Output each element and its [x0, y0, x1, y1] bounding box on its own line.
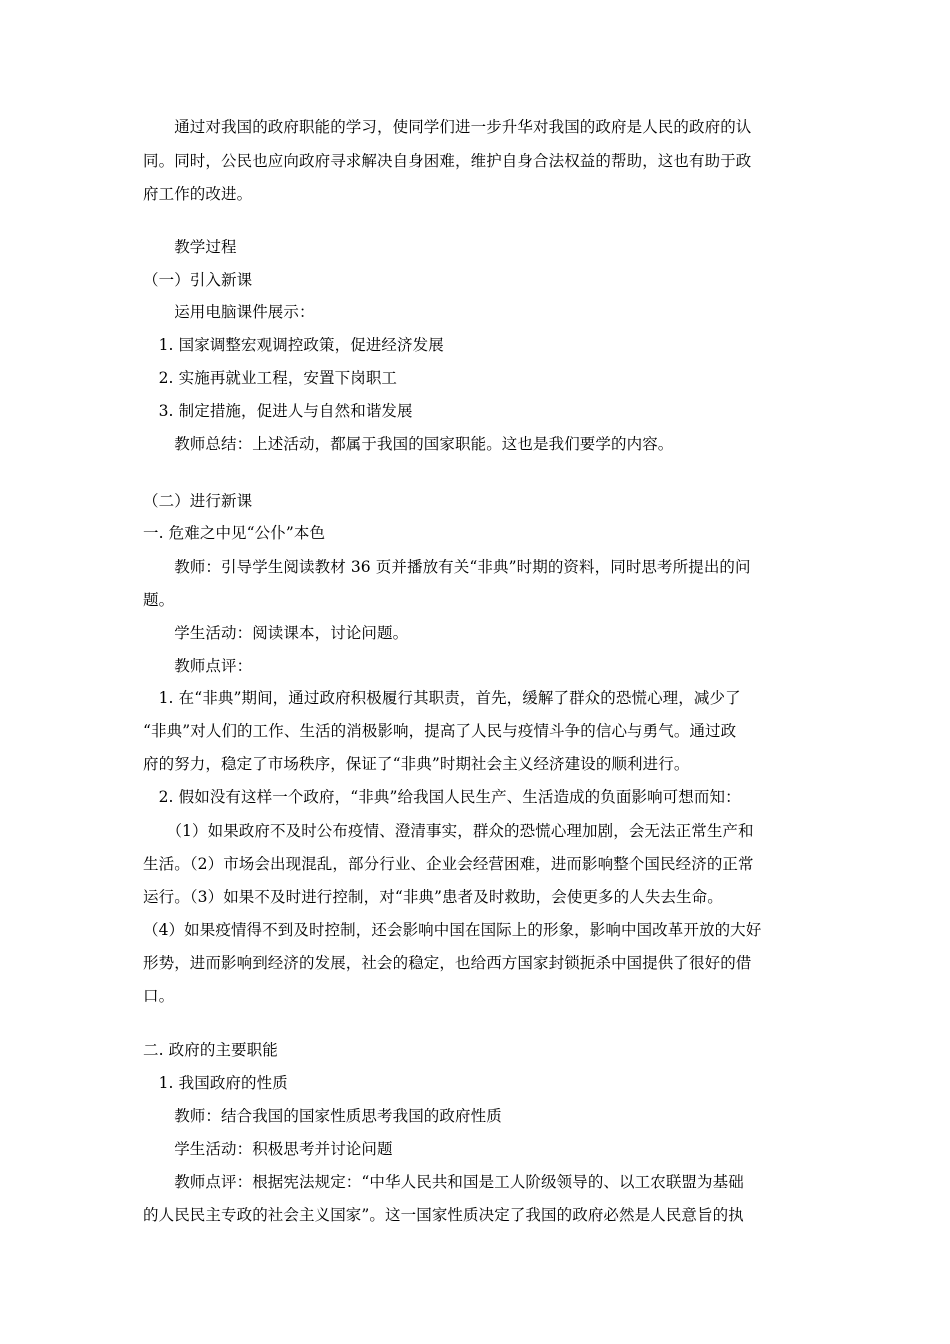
consequence-line-3: 运行。（3）如果不及时进行控制，对“非典”患者及时救助，会使更多的人失去生命。 — [143, 888, 723, 906]
comment-point-1-line-1: 1. 在“非典”期间，通过政府积极履行其职责，首先，缓解了群众的恐慌心理，减少了 — [143, 689, 741, 707]
student-activity: 学生活动：阅读课本，讨论问题。 — [143, 624, 409, 642]
subheading-1: 一. 危难之中见“公仆”本色 — [143, 524, 326, 542]
list-item-government-nature: 1. 我国政府的性质 — [143, 1074, 288, 1092]
teacher-summary: 教师总结：上述活动，都属于我国的国家职能。这也是我们要学的内容。 — [143, 435, 674, 453]
section-heading-intro: （一）引入新课 — [143, 271, 253, 289]
intro-paragraph-line-3: 府工作的改进。 — [143, 185, 253, 203]
comment-point-1-line-2: “非典”对人们的工作、生活的消极影响，提高了人民与疫情斗争的信心与勇气。通过政 — [143, 722, 737, 740]
teacher-comment-line-1: 教师点评：根据宪法规定：“中华人民共和国是工人阶级领导的、以工农联盟为基础 — [143, 1173, 744, 1191]
consequence-line-4: （4）如果疫情得不到及时控制，还会影响中国在国际上的形象，影响中国改革开放的大好 — [143, 921, 762, 939]
consequence-line-5: 形势，进而影响到经济的发展，社会的稳定，也给西方国家封锁扼杀中国提供了很好的借 — [143, 954, 752, 972]
teacher-comment-label: 教师点评： — [143, 657, 253, 675]
consequence-line-1: （1）如果政府不及时公布疫情、澄清事实，群众的恐慌心理加剧，会无法正常生产和 — [143, 822, 754, 840]
heading-teaching-process: 教学过程 — [143, 238, 237, 256]
intro-paragraph-line-2: 同。同时，公民也应向政府寻求解决自身困难，维护自身合法权益的帮助，这也有助于政 — [143, 152, 752, 170]
comment-point-2: 2. 假如没有这样一个政府，“非典”给我国人民生产、生活造成的负面影响可想而知： — [143, 788, 741, 806]
teacher-question: 教师：结合我国的国家性质思考我国的政府性质 — [143, 1107, 502, 1125]
list-item-3: 3. 制定措施，促进人与自然和谐发展 — [143, 402, 413, 420]
consequence-line-6: 口。 — [143, 987, 175, 1005]
student-activity-2: 学生活动：积极思考并讨论问题 — [143, 1140, 393, 1158]
list-item-1: 1. 国家调整宏观调控政策，促进经济发展 — [143, 336, 444, 354]
teacher-comment-line-2: 的人民民主专政的社会主义国家”。这一国家性质决定了我国的政府必然是人民意旨的执 — [143, 1206, 744, 1224]
list-item-2: 2. 实施再就业工程，安置下岗职工 — [143, 369, 398, 387]
courseware-label: 运用电脑课件展示： — [143, 303, 315, 321]
teacher-instruction-line-2: 题。 — [143, 591, 175, 609]
consequence-line-2: 生活。（2）市场会出现混乱，部分行业、企业会经营困难，进而影响整个国民经济的正常 — [143, 855, 754, 873]
section-heading-new-lesson: （二）进行新课 — [143, 492, 253, 510]
teacher-instruction-line-1: 教师：引导学生阅读教材 36 页并播放有关“非典”时期的资料，同时思考所提出的问 — [143, 558, 751, 576]
comment-point-1-line-3: 府的努力，稳定了市场秩序，保证了“非典”时期社会主义经济建设的顺利进行。 — [143, 755, 690, 773]
intro-paragraph-line-1: 通过对我国的政府职能的学习，使同学们进一步升华对我国的政府是人民的政府的认 — [143, 118, 752, 136]
subheading-2: 二. 政府的主要职能 — [143, 1041, 278, 1059]
